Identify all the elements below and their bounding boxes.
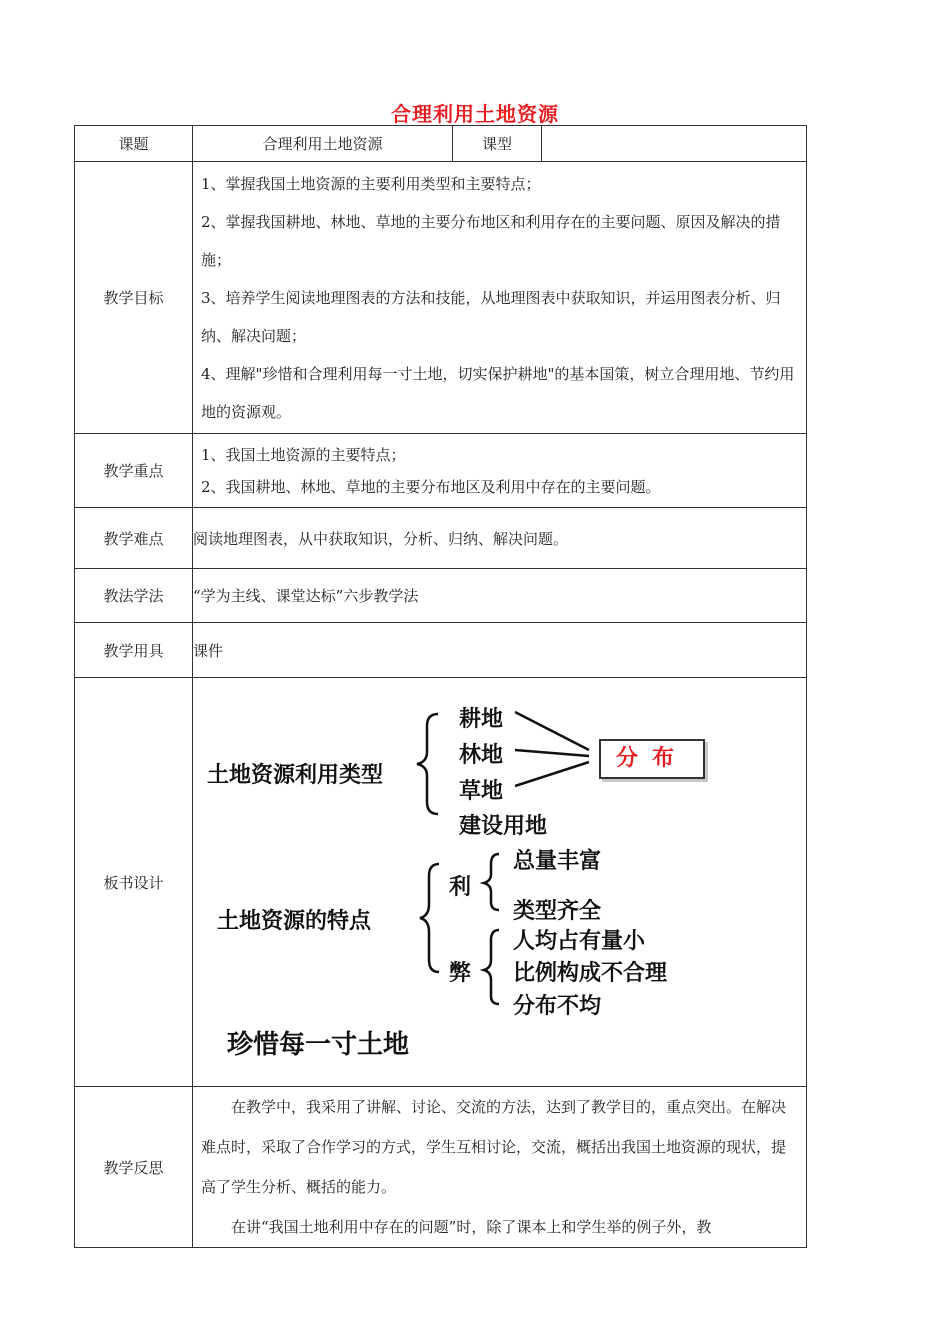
page-title: 合理利用土地资源 — [391, 102, 559, 126]
objectives-label: 教学目标 — [75, 162, 193, 434]
key-points-content — [193, 434, 807, 508]
land-type-item: 耕地 — [459, 707, 504, 732]
reflection-row — [75, 1087, 807, 1248]
objective-item: 3、培养学生阅读地理图表的方法和技能，从地理图表中获取知识，并运用图表分析、归纳、解决问题； — [201, 288, 781, 345]
reflection-content — [193, 1087, 807, 1248]
pros-item: 类型齐全 — [513, 899, 602, 924]
cons-item: 人均占有量小 — [513, 929, 646, 954]
difficulties-label: 教学难点 — [75, 508, 193, 569]
board-design — [193, 678, 807, 1087]
topic-value: 合理利用土地资源 — [193, 126, 453, 162]
features-brace — [420, 864, 439, 972]
land-type-item: 建设用地 — [459, 814, 548, 839]
pros-brace — [484, 854, 499, 910]
reflection-paragraph: 在教学中，我采用了讲解、讨论、交流的方法，达到了教学目的，重点突出。在解决难点时，采取了合作学习的方式，学生互相讨论，交流，概括出我国土地资源的现状，提高了学生分析、概括的能力。 — [201, 1098, 787, 1196]
key-points-row — [75, 434, 807, 508]
objective-item: 4、理解"珍惜和合理利用每一寸土地，切实保护耕地"的基本国策，树立合理用地、节约用地的资源观。 — [201, 364, 795, 421]
tools-row — [75, 623, 807, 678]
features-title: 土地资源的特点 — [217, 909, 372, 934]
pros-item: 总量丰富 — [513, 849, 602, 874]
methods-label: 教法学法 — [75, 569, 193, 623]
objective-item: 1、掌握我国土地资源的主要利用类型和主要特点； — [201, 174, 541, 193]
objectives-row — [75, 162, 807, 434]
difficulties-text: 阅读地理图表，从中获取知识，分析、归纳、解决问题。 — [193, 508, 807, 569]
methods-text: “学为主线、课堂达标”六步教学法 — [193, 569, 807, 623]
board-label: 板书设计 — [75, 678, 193, 1087]
board-row — [75, 678, 807, 1087]
topic-label: 课题 — [75, 126, 193, 162]
distribution-box: 分布 — [599, 739, 705, 779]
tools-text: 课件 — [193, 623, 807, 678]
methods-row — [75, 569, 807, 623]
objective-item: 2、掌握我国耕地、林地、草地的主要分布地区和利用存在的主要问题、原因及解决的措施； — [201, 212, 781, 269]
connector-line — [515, 762, 589, 786]
motto: 珍惜每一寸土地 — [227, 1030, 410, 1060]
cons-item: 分布不均 — [513, 994, 602, 1019]
difficulties-row — [75, 508, 807, 569]
key-point-item: 1、我国土地资源的主要特点； — [201, 445, 406, 464]
type-value — [542, 126, 807, 162]
cons-item: 比例构成不合理 — [513, 961, 668, 986]
objectives-content — [193, 162, 807, 434]
land-use-title: 土地资源利用类型 — [207, 763, 384, 788]
land-type-item: 草地 — [459, 779, 504, 804]
connector-line — [515, 750, 589, 756]
land-type-item: 林地 — [459, 743, 504, 768]
type-label: 课型 — [453, 126, 542, 162]
key-points-label: 教学重点 — [75, 434, 193, 508]
land-types-brace — [417, 714, 438, 814]
cons-label: 弊 — [449, 961, 472, 986]
pros-label: 利 — [449, 875, 472, 900]
connector-line — [515, 712, 589, 750]
key-point-item: 2、我国耕地、林地、草地的主要分布地区及利用中存在的主要问题。 — [201, 477, 661, 496]
tools-label: 教学用具 — [75, 623, 193, 678]
reflection-paragraph: 在讲“我国土地利用中存在的问题”时，除了课本上和学生举的例子外，教 — [231, 1218, 712, 1236]
reflection-label: 教学反思 — [75, 1087, 193, 1248]
cons-brace — [484, 930, 499, 1004]
lesson-plan-table — [74, 125, 807, 1248]
header-row — [75, 126, 807, 162]
